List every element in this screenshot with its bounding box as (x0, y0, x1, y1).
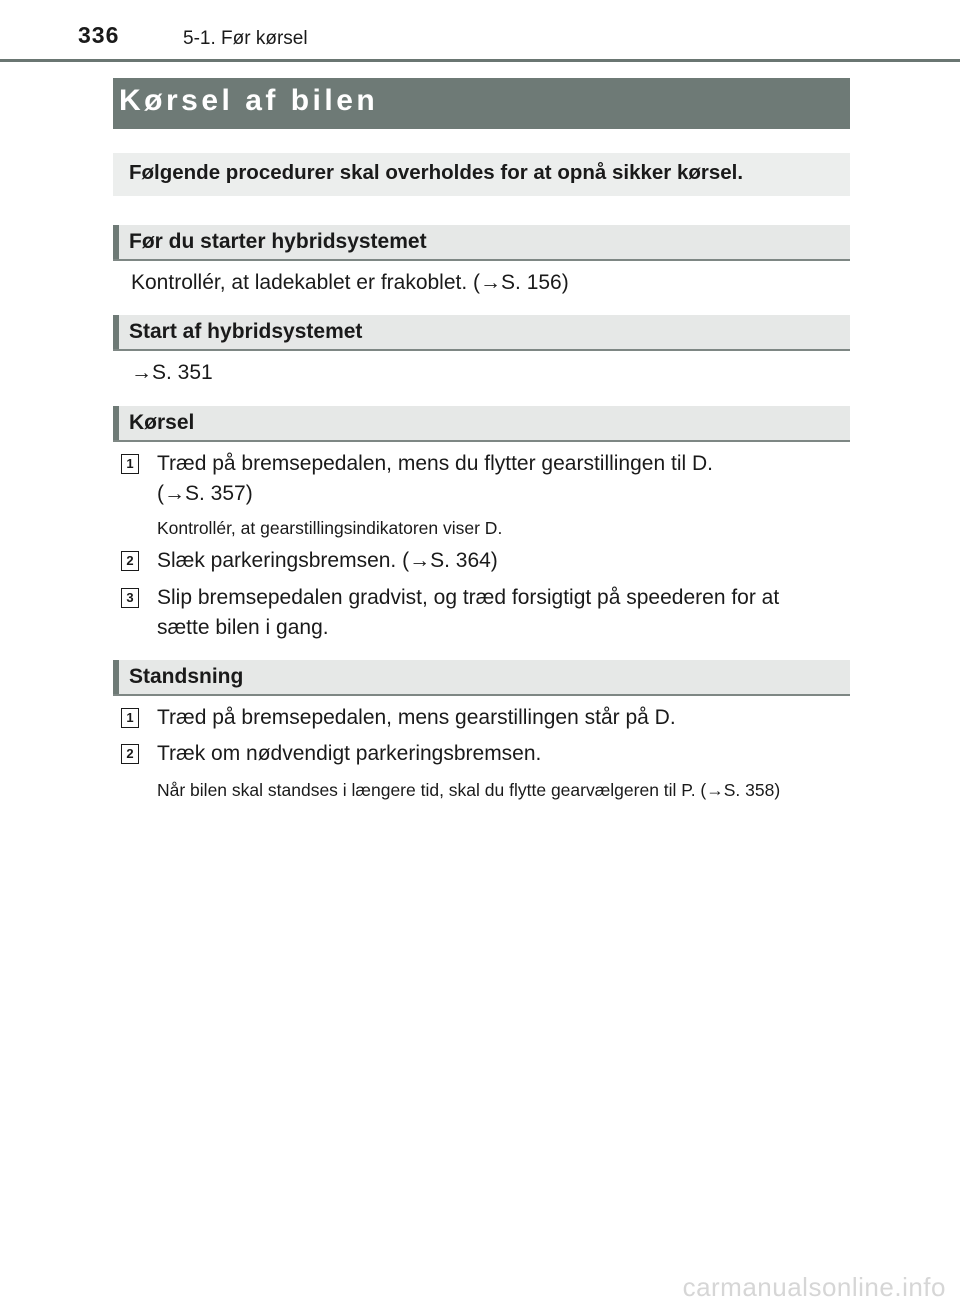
header-rule (0, 59, 960, 62)
step-note: Når bilen skal standses i længere tid, skal du flytte gearvælgeren til P. (→S. 358) (157, 780, 781, 800)
subheading-start-system (113, 315, 850, 351)
step-number: 2 (121, 744, 139, 764)
step-number: 2 (121, 551, 139, 571)
step-text-continued: sætte bilen i gang. (157, 616, 329, 639)
subheading-label: Før du starter hybridsystemet (129, 230, 427, 253)
step-text-continued: (→S. 357) (157, 482, 253, 505)
step-number: 1 (121, 708, 139, 728)
step-text: Slip bremsepedalen gradvist, og træd forsigtigt på speederen for at (157, 586, 780, 609)
subheading-label: Standsning (129, 665, 244, 688)
subheading-driving (113, 406, 850, 442)
subheading-stopping (113, 660, 850, 696)
page-number: 336 (78, 22, 120, 48)
step-text: Slæk parkeringsbremsen. (→S. 364) (157, 549, 498, 572)
step-text: Træd på bremsepedalen, mens du flytter gearstillingen til D. (157, 452, 713, 475)
before-start-text: Kontrollér, at ladekablet er frakoblet. (→S. 156) (131, 271, 569, 294)
start-system-text: →S. 351 (131, 361, 213, 384)
step-text: Træd på bremsepedalen, mens gearstillingen står på D. (157, 706, 676, 729)
step-note: Kontrollér, at gearstillingsindikatoren viser D. (157, 518, 503, 538)
step-number: 3 (121, 588, 139, 608)
subheading-label: Start af hybridsystemet (129, 320, 363, 343)
intro-text: Følgende procedurer skal overholdes for at opnå sikker kørsel. (129, 161, 744, 184)
section-label: 5-1. Før kørsel (183, 28, 308, 49)
step-text: Træk om nødvendigt parkeringsbremsen. (157, 742, 542, 765)
subheading-before-start (113, 225, 850, 261)
subheading-label: Kørsel (129, 411, 195, 434)
page-title: Kørsel af bilen (119, 84, 379, 117)
step-number: 1 (121, 454, 139, 474)
watermark: carmanualsonline.info (682, 1272, 946, 1302)
